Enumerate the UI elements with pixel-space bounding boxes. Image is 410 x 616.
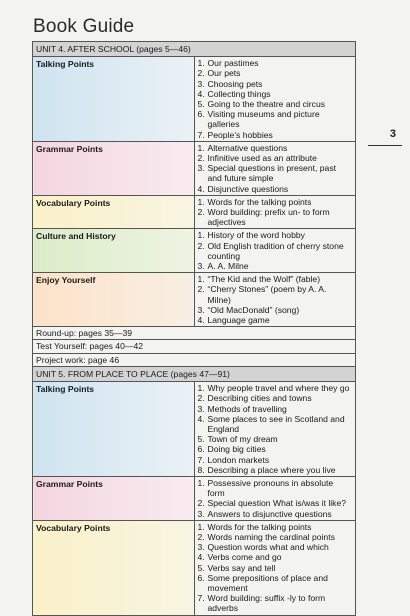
item-list <box>198 383 353 475</box>
roundup-info: Round-up: pages 35—39 <box>33 327 356 340</box>
item-number: 2. <box>197 284 205 295</box>
item-text: Special question What is/was it like? <box>207 498 347 509</box>
item-list <box>198 197 353 228</box>
unit-header-row <box>33 42 356 57</box>
list-item <box>198 153 353 163</box>
item-text: History of the word hobby <box>207 230 305 241</box>
book-guide-table-wrapper <box>32 41 356 616</box>
project-work-info-row <box>33 353 356 366</box>
item-number: 6. <box>197 444 205 455</box>
list-item <box>198 552 353 562</box>
item-number: 1. <box>197 274 205 285</box>
item-list <box>198 274 353 325</box>
item-text: People’s hobbies <box>207 129 273 140</box>
unit-header-row <box>33 366 356 381</box>
item-number: 4. <box>197 552 205 563</box>
item-text: Word building: suffix -ly to form adverbs <box>207 593 326 614</box>
item-text: Old English tradition of cherry stone counting <box>207 240 344 261</box>
section-label: Vocabulary Points <box>33 195 195 229</box>
list-item <box>198 455 353 465</box>
item-number: 6. <box>197 572 205 583</box>
list-item <box>198 542 353 552</box>
item-number: 5. <box>197 99 205 110</box>
unit-header: UNIT 4. AFTER SCHOOL (pages 5—46) <box>33 42 356 57</box>
item-number: 1. <box>197 521 205 532</box>
item-text: Some prepositions of place and movement <box>207 572 328 593</box>
section-items <box>194 382 356 477</box>
list-item <box>198 414 353 434</box>
list-item <box>198 163 353 183</box>
list-item <box>198 197 353 207</box>
test-yourself-info: Test Yourself: pages 40—42 <box>33 340 356 353</box>
section-items <box>194 229 356 273</box>
section-label: Grammar Points <box>33 141 195 195</box>
item-text: Visiting museums and picture galleries <box>207 109 320 130</box>
item-number: 4. <box>197 183 205 194</box>
item-text: Words for the talking points <box>207 521 312 532</box>
item-text: London markets <box>207 454 270 465</box>
item-text: Our pastimes <box>207 58 259 69</box>
section-items <box>194 141 356 195</box>
list-item <box>198 184 353 194</box>
roundup-info-row <box>33 327 356 340</box>
item-text: Answers to disjunctive questions <box>207 508 332 519</box>
item-number: 3. <box>197 261 205 272</box>
item-number: 5. <box>197 562 205 573</box>
list-item <box>198 305 353 315</box>
list-item <box>198 261 353 271</box>
list-item <box>198 79 353 89</box>
item-number: 6. <box>197 109 205 120</box>
list-item <box>198 274 353 284</box>
item-text: Describing a place where you live <box>207 464 336 475</box>
list-item <box>198 509 353 519</box>
list-item <box>198 593 353 613</box>
item-number: 8. <box>197 464 205 475</box>
list-item <box>198 573 353 593</box>
item-text: Choosing pets <box>207 78 263 89</box>
list-item <box>198 230 353 240</box>
item-text: Infinitive used as an attribute <box>207 153 317 164</box>
item-number: 4. <box>197 413 205 424</box>
list-item <box>198 284 353 304</box>
item-number: 2. <box>197 393 205 404</box>
list-item <box>198 532 353 542</box>
section-label: Talking Points <box>33 382 195 477</box>
list-item <box>198 207 353 227</box>
list-item <box>198 109 353 129</box>
item-number: 1. <box>197 58 205 69</box>
section-row <box>33 382 356 477</box>
item-number: 2. <box>197 498 205 509</box>
section-row <box>33 57 356 142</box>
page-title: Book Guide <box>33 16 135 37</box>
list-item <box>198 68 353 78</box>
list-item <box>198 465 353 475</box>
item-text: Describing cities and towns <box>207 393 312 404</box>
item-text: Town of my dream <box>207 434 278 445</box>
book-guide-table <box>32 41 356 616</box>
page-number: 3 <box>389 128 396 140</box>
list-item <box>198 393 353 403</box>
item-number: 5. <box>197 434 205 445</box>
item-number: 2. <box>197 68 205 79</box>
item-text: Words for the talking points <box>207 196 312 207</box>
item-text: Methods of travelling <box>207 403 287 414</box>
list-item <box>198 130 353 140</box>
item-number: 2. <box>197 153 205 164</box>
unit-header: UNIT 5. FROM PLACE TO PLACE (pages 47—91) <box>33 366 356 381</box>
item-number: 4. <box>197 88 205 99</box>
list-item <box>198 89 353 99</box>
section-items <box>194 57 356 142</box>
item-text: Doing big cities <box>207 444 266 455</box>
item-text: Question words what and which <box>207 542 329 553</box>
item-text: “The Kid and the Wolf” (fable) <box>207 274 321 285</box>
book-guide-table-body <box>33 42 356 616</box>
item-list <box>198 522 353 614</box>
item-list <box>198 58 353 140</box>
item-number: 3. <box>197 403 205 414</box>
item-number: 2. <box>197 240 205 251</box>
item-text: “Cherry Stones” (poem by A. A. Milne) <box>207 284 327 305</box>
item-text: Word building: prefix un- to form adjectives <box>207 207 330 228</box>
list-item <box>198 404 353 414</box>
section-label: Enjoy Yourself <box>33 273 195 327</box>
item-number: 2. <box>197 531 205 542</box>
project-work-info: Project work: page 46 <box>33 353 356 366</box>
item-number: 3. <box>197 78 205 89</box>
item-text: Some places to see in Scotland and England <box>207 413 345 434</box>
item-text: Disjunctive questions <box>207 183 289 194</box>
list-item <box>198 315 353 325</box>
item-list <box>198 143 353 194</box>
section-items <box>194 195 356 229</box>
item-list <box>198 230 353 271</box>
item-text: Alternative questions <box>207 142 288 153</box>
list-item <box>198 434 353 444</box>
item-number: 3. <box>197 542 205 553</box>
list-item <box>198 99 353 109</box>
item-number: 1. <box>197 230 205 241</box>
item-number: 1. <box>197 383 205 394</box>
item-number: 7. <box>197 129 205 140</box>
section-label: Culture and History <box>33 229 195 273</box>
item-number: 1. <box>197 142 205 153</box>
list-item <box>198 563 353 573</box>
item-text: Possessive pronouns in absolute form <box>207 477 334 499</box>
section-row <box>33 520 356 615</box>
list-item <box>198 444 353 454</box>
list-item <box>198 58 353 68</box>
section-row <box>33 476 356 520</box>
list-item <box>198 522 353 532</box>
item-number: 3. <box>197 508 205 519</box>
section-label: Vocabulary Points <box>33 520 195 615</box>
item-number: 7. <box>197 454 205 465</box>
item-text: “Old MacDonald” (song) <box>207 304 300 315</box>
item-text: Our pets <box>207 68 241 79</box>
page-number-rule <box>368 145 402 146</box>
list-item <box>198 143 353 153</box>
item-text: Language game <box>207 315 270 326</box>
list-item <box>198 478 353 498</box>
item-list <box>198 478 353 519</box>
item-number: 7. <box>197 593 205 604</box>
item-number: 1. <box>197 196 205 207</box>
item-text: A. A. Milne <box>207 261 249 272</box>
section-items <box>194 520 356 615</box>
item-number: 3. <box>197 304 205 315</box>
item-text: Collecting things <box>207 88 271 99</box>
list-item <box>198 241 353 261</box>
section-row <box>33 141 356 195</box>
section-row <box>33 229 356 273</box>
item-number: 3. <box>197 163 205 174</box>
item-text: Special questions in present, past and future simple <box>207 163 337 184</box>
section-label: Grammar Points <box>33 476 195 520</box>
section-label: Talking Points <box>33 57 195 142</box>
item-number: 2. <box>197 207 205 218</box>
item-text: Why people travel and where they go <box>207 383 350 394</box>
item-text: Words naming the cardinal points <box>207 531 335 542</box>
item-text: Verbs say and tell <box>207 562 276 573</box>
item-text: Going to the theatre and circus <box>207 99 326 110</box>
section-items <box>194 273 356 327</box>
section-row <box>33 273 356 327</box>
item-text: Verbs come and go <box>207 552 282 563</box>
item-number: 1. <box>197 477 205 488</box>
section-items <box>194 476 356 520</box>
test-yourself-info-row <box>33 340 356 353</box>
list-item <box>198 383 353 393</box>
item-number: 4. <box>197 315 205 326</box>
section-row <box>33 195 356 229</box>
list-item <box>198 498 353 508</box>
